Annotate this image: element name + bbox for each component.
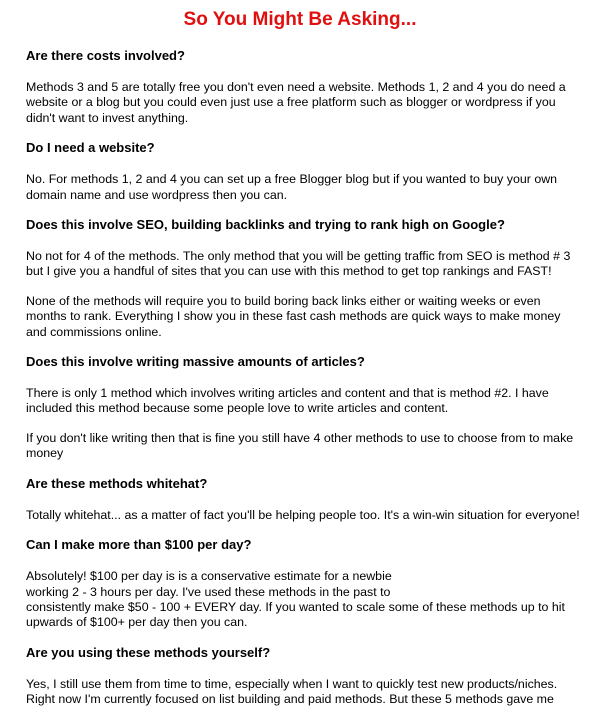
faq-section-earnings: [26, 537, 582, 631]
faq-answer: None of the methods will require you to build boring back links either or waiting weeks or even months to rank. Everything I show you in these fast cash methods are quick ways to make money and commissions online.: [26, 293, 561, 339]
faq-question: Are these methods whitehat?: [26, 475, 208, 491]
faq-answer: No. For methods 1, 2 and 4 you can set up a free Blogger blog but if you wanted to buy your own domain name and use wordpress then you can.: [26, 172, 558, 202]
faq-answer: There is only 1 method which involves writing articles and content and that is method #2. I have included this method because some people love to write articles and content.: [26, 386, 549, 416]
faq-section-seo: [26, 217, 582, 340]
faq-answer: No not for 4 of the methods. The only method that you will be getting traffic from SEO is method # 3 but I give you a handful of sites that you can use with this method to get top rankings and FAST!: [26, 249, 571, 279]
faq-section-costs: [26, 48, 582, 126]
faq-section-whitehat: [26, 476, 582, 523]
faq-question: Does this involve writing massive amounts of articles?: [26, 354, 365, 370]
faq-section-using-methods: [26, 645, 582, 708]
page-title: So You Might Be Asking...: [183, 9, 417, 30]
faq-content: [26, 48, 582, 722]
faq-answer: Absolutely! $100 per day is is a conservative estimate for a newbie working 2 - 3 hours per day. I've used these methods in the past to consistently make $50 - 100 + EVERY day. If you wanted to scale some of these methods up to hit upwards of $100+ per day then you can.: [26, 569, 565, 630]
faq-question: Do I need a website?: [26, 140, 155, 156]
faq-question: Does this involve SEO, building backlinks and trying to rank high on Google?: [26, 217, 505, 233]
faq-answer: If you don't like writing then that is fine you still have 4 other methods to use to choose from to make money: [26, 430, 574, 461]
faq-answer: Methods 3 and 5 are totally free you don't even need a website. Methods 1, 2 and 4 you do need a website or a blog but you could even just use a free platform such as blogger or wordpress if you didn't want to invest anything.: [26, 80, 566, 125]
faq-section-website: [26, 140, 582, 203]
faq-section-articles: [26, 354, 582, 462]
faq-question: Are you using these methods yourself?: [26, 644, 271, 660]
faq-question: Can I make more than $100 per day?: [26, 537, 252, 553]
faq-answer: Yes, I still use them from time to time, especially when I want to quickly test new products/niches. Right now I'm currently focused on list building and paid methods. But these 5 methods gave me: [26, 676, 558, 707]
faq-answer: Totally whitehat... as a matter of fact you'll be helping people too. It's a win-win situation for everyone!: [26, 507, 580, 522]
faq-question: Are there costs involved?: [26, 48, 185, 63]
